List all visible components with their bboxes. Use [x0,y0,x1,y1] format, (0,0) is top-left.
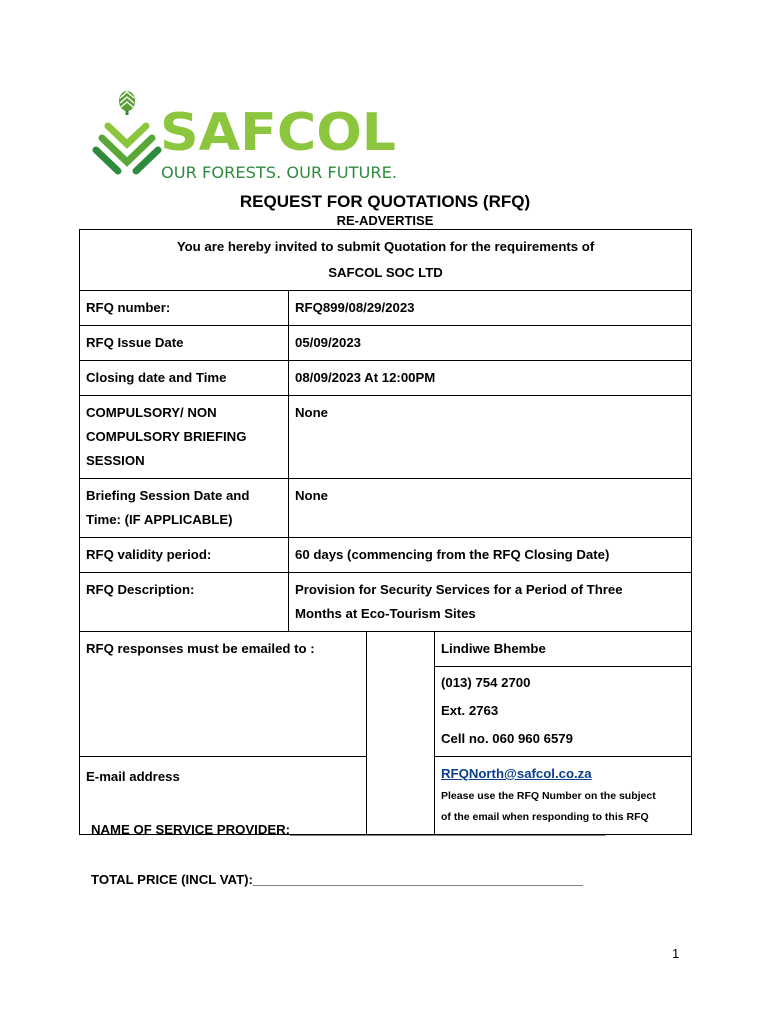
label-line: COMPULSORY/ NON [86,405,217,420]
table-row [80,291,692,326]
contact-phone: (013) 754 2700 [441,675,531,690]
row-value: RFQ899/08/29/2023 [289,291,692,326]
logo-wordmark: SAFCOL [160,103,396,163]
intro-cell [80,230,692,291]
label-line: COMPULSORY BRIEFING [86,429,247,444]
row-value: 05/09/2023 [289,326,692,361]
contact-row [80,632,692,757]
row-label: RFQ Description: [80,573,289,632]
pinecone-icon [119,91,135,115]
intro-row [80,230,692,291]
contact-ext: Ext. 2763 [441,703,499,718]
table-row [80,538,692,573]
intro-line-2: SAFCOL SOC LTD [328,265,443,280]
tree-chevron-icon [96,126,158,171]
logo-tagline: OUR FORESTS. OUR FUTURE. [161,163,397,182]
label-line: SESSION [86,453,145,468]
value-line: Months at Eco-Tourism Sites [295,606,476,621]
spacer-cell [367,632,435,835]
total-price-field: TOTAL PRICE (INCL VAT):_____________________________________________ [91,872,583,887]
page-number: 1 [672,946,680,961]
safcol-logo [88,88,408,183]
email-link[interactable]: RFQNorth@safcol.co.za [441,766,592,781]
row-value: 60 days (commencing from the RFQ Closing Date) [289,538,692,573]
email-label: E-mail address [80,757,367,835]
row-label: Closing date and Time [80,361,289,396]
contact-cell [435,632,692,757]
table-row [80,396,692,479]
row-label: RFQ validity period: [80,538,289,573]
label-line: Briefing Session Date and [86,488,250,503]
row-value: 08/09/2023 At 12:00PM [289,361,692,396]
row-label: RFQ Issue Date [80,326,289,361]
table-row [80,479,692,538]
table-row [80,573,692,632]
email-note-line: of the email when responding to this RFQ [441,811,649,823]
row-value: None [289,479,692,538]
service-provider-field: NAME OF SERVICE PROVIDER:___________________________________________ [91,822,606,837]
intro-line-1: You are hereby invited to submit Quotation for the requirements of [176,239,595,254]
email-note-line: Please use the RFQ Number on the subject [441,790,656,802]
row-label: RFQ number: [80,291,289,326]
value-line: Provision for Security Services for a Period of Three [295,582,623,597]
table-row [80,326,692,361]
rfq-details-table [79,229,692,835]
page-subtitle: RE-ADVERTISE [336,213,434,228]
contact-label: RFQ responses must be emailed to : [80,632,367,757]
row-value [289,573,692,632]
contact-name: Lindiwe Bhembe [435,632,691,667]
row-value: None [289,396,692,479]
label-line: Time: (IF APPLICABLE) [86,512,233,527]
contact-cell-number: Cell no. 060 960 6579 [441,731,573,746]
row-label [80,479,289,538]
table-row [80,361,692,396]
row-label [80,396,289,479]
page-title: REQUEST FOR QUOTATIONS (RFQ) [239,192,531,211]
